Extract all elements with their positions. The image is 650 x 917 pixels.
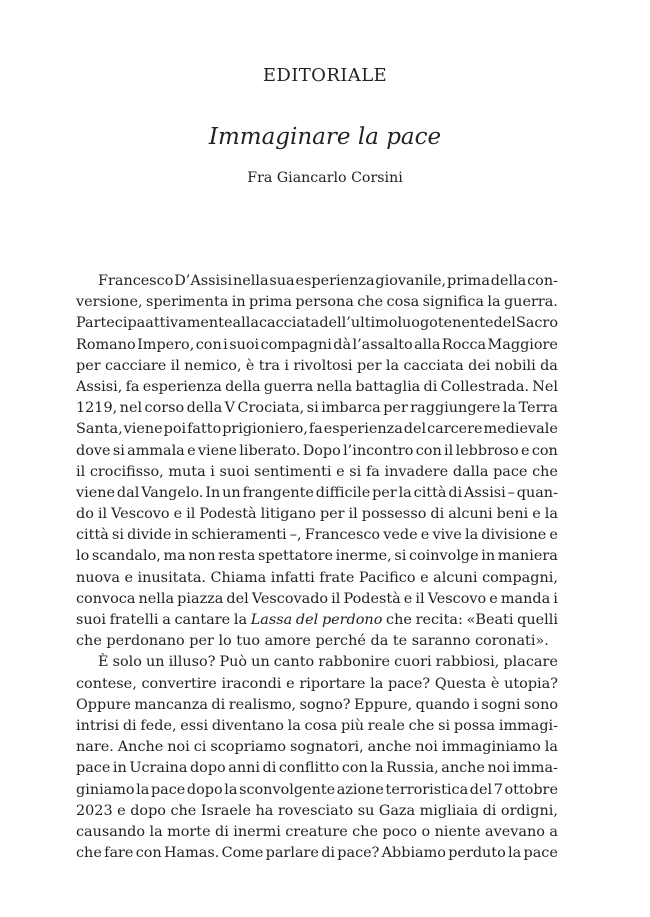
section-heading: EDITORIALE [262, 65, 388, 86]
text-line: intrisi di fede, essi diventano la cosa più reale che si possa immagi- [76, 717, 558, 734]
article-body [76, 271, 558, 864]
text-line: che fare con Hamas. Come parlare di pace? Abbiamo perduto la pace [76, 845, 558, 862]
text-line: il crocifisso, muta i suoi sentimenti e si fa invadere dalla pace che [76, 463, 558, 480]
text-line: do il Vescovo e il Podestà litigano per il possesso di alcuni beni e la [76, 506, 558, 523]
text-line: che perdonano per lo tuo amore perché da te saranno coronati». [76, 633, 549, 650]
text-line: Romano Impero, con i suoi compagni dà l’assalto alla Rocca Maggiore [76, 336, 558, 353]
text-line: versione, sperimenta in prima persona che cosa significa la guerra. [76, 294, 558, 311]
text-line: pace in Ucraina dopo anni di conflitto con la Russia, anche noi imma- [76, 760, 558, 777]
text-line: contese, convertire iracondi e riportare la pace? Questa è utopia? [76, 675, 558, 692]
text-line: città si divide in schieramenti –, Francesco vede e vive la divisione e [76, 527, 558, 544]
text-line: lo scandalo, ma non resta spettatore inerme, si coinvolge in maniera [76, 548, 558, 565]
text-line: suoi fratelli a cantare la Lassa del perdono che recita: «Beati quelli [76, 612, 558, 628]
text-line: dove si ammala e viene liberato. Dopo l’incontro con il lebbroso e con [76, 442, 558, 459]
text-line: per cacciare il nemico, è tra i rivoltosi per la cacciata dei nobili da [76, 357, 558, 374]
text-line: Santa, viene poi fatto prigioniero, fa esperienza del carcere medievale [76, 421, 558, 438]
article-title: Immaginare la pace [208, 124, 442, 150]
text-line: nuova e inusitata. Chiama infatti frate Pacifico e alcuni compagni, [76, 569, 558, 586]
text-line: giniamo la pace dopo la sconvolgente azione terroristica del 7 ottobre [76, 781, 558, 798]
text-line: Partecipa attivamente alla cacciata dell’ultimo luogotenente del Sacro [76, 315, 558, 332]
text-line: Assisi, fa esperienza della guerra nella battaglia di Collestrada. Nel [76, 378, 558, 395]
text-line: 1219, nel corso della V Crociata, si imbarca per raggiungere la Terra [76, 400, 558, 417]
text-line: convoca nella piazza del Vescovado il Podestà e il Vescovo e manda i [76, 590, 558, 607]
text-line: È solo un illuso? Può un canto rabbonire cuori rabbiosi, placare [98, 654, 558, 671]
text-line: nare. Anche noi ci scopriamo sognatori, anche noi immaginiamo la [76, 739, 558, 756]
article-author: Fra Giancarlo Corsini [247, 170, 403, 186]
text-line: causando la morte di inermi creature che poco o niente avevano a [76, 823, 558, 840]
text-line: 2023 e dopo che Israele ha rovesciato su Gaza migliaia di ordigni, [76, 802, 558, 819]
text-line: viene dal Vangelo. In un frangente difficile per la città di Assisi – quan- [76, 484, 558, 501]
text-line: Francesco D’Assisi nella sua esperienza giovanile, prima della con- [98, 273, 558, 289]
text-line: Oppure mancanza di realismo, sogno? Eppure, quando i sogni sono [76, 696, 558, 713]
